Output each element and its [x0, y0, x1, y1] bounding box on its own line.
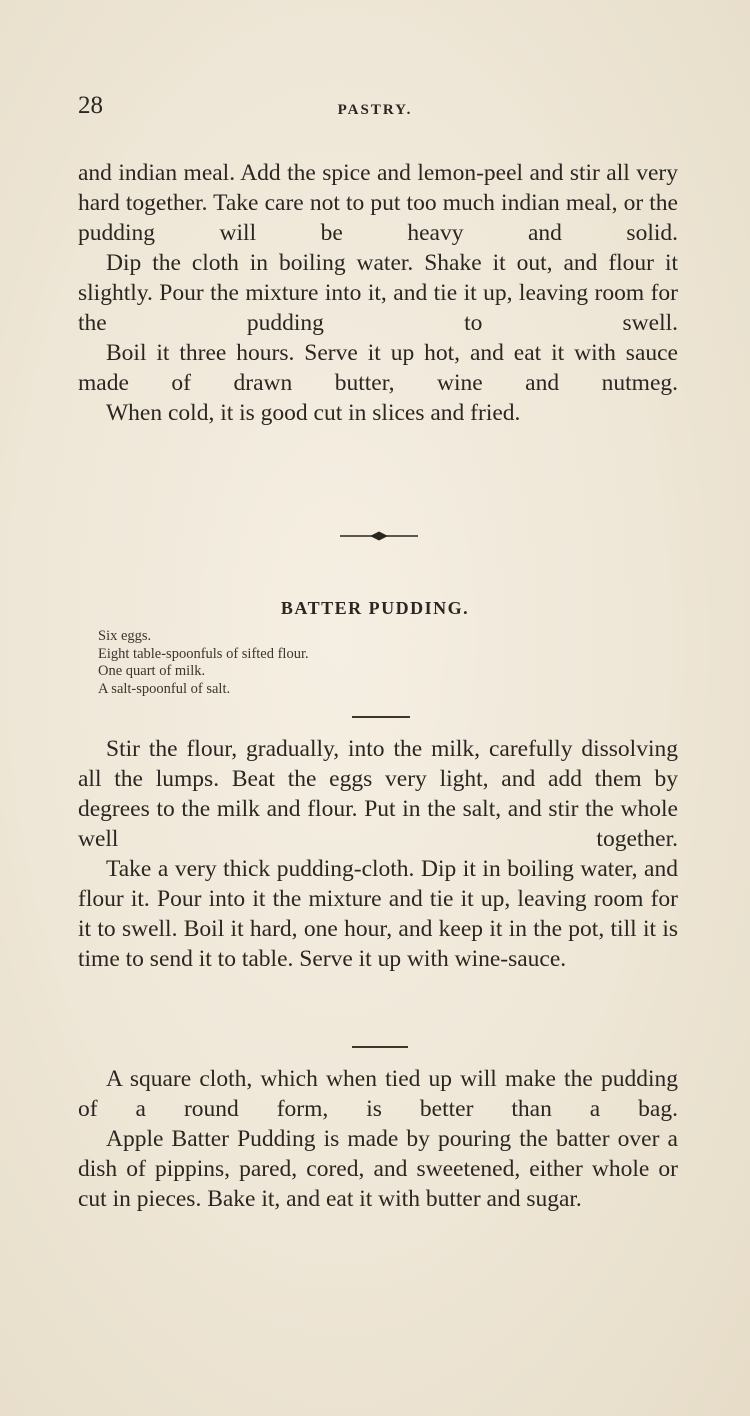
paragraph: Dip the cloth in boiling water. Shake it out, and flour it slightly. Pour the mixture into it, and tie it up, leaving room for the pudding to swell. [78, 250, 678, 336]
text-block-top [78, 158, 678, 428]
ingredient-item: One quart of milk. [98, 663, 206, 679]
paragraph: Apple Batter Pudding is made by pouring the batter over a dish of pippins, pared, cored, and sweetened, either whole or cut in pieces. Bake it, and eat it with butter and sugar. [78, 1126, 678, 1212]
recipe-title: BATTER PUDDING. [280, 598, 470, 618]
page-number: 28 [78, 92, 103, 119]
ingredient-item: Six eggs. [98, 628, 152, 644]
running-head: PASTRY. [337, 102, 413, 118]
ornament-divider [340, 528, 418, 544]
text-block-bottom [78, 1064, 678, 1214]
paragraph: A square cloth, which when tied up will make the pudding of a round form, is better than a bag. [78, 1066, 678, 1122]
paragraph: Stir the flour, gradually, into the milk, carefully dissolving all the lumps. Beat the eggs very light, and add them by degrees to the milk and flour. Put in the salt, and stir the whole well together. [78, 736, 678, 852]
paragraph: When cold, it is good cut in slices and fried. [106, 400, 521, 426]
paragraph: and indian meal. Add the spice and lemon-peel and stir all very hard together. Take care not to put too much indian meal, or the pudding will be heavy and solid. [78, 160, 678, 246]
ingredient-list [98, 628, 309, 698]
section-rule [352, 1046, 408, 1048]
section-rule [352, 716, 410, 718]
ingredient-item: Eight table-spoonfuls of sifted flour. [98, 645, 309, 662]
paragraph: Boil it three hours. Serve it up hot, and eat it with sauce made of drawn butter, wine and nutmeg. [78, 340, 678, 396]
ingredient-item: A salt-spoonful of salt. [98, 680, 231, 697]
paragraph: Take a very thick pudding-cloth. Dip it in boiling water, and flour it. Pour into it the mixture and tie it up, leaving room for it to swell. Boil it hard, one hour, and keep it in the pot, till it is time to send it to table. Serve it up with wine-sauce. [78, 856, 678, 972]
page-header [78, 92, 672, 124]
text-block-middle [78, 734, 678, 974]
